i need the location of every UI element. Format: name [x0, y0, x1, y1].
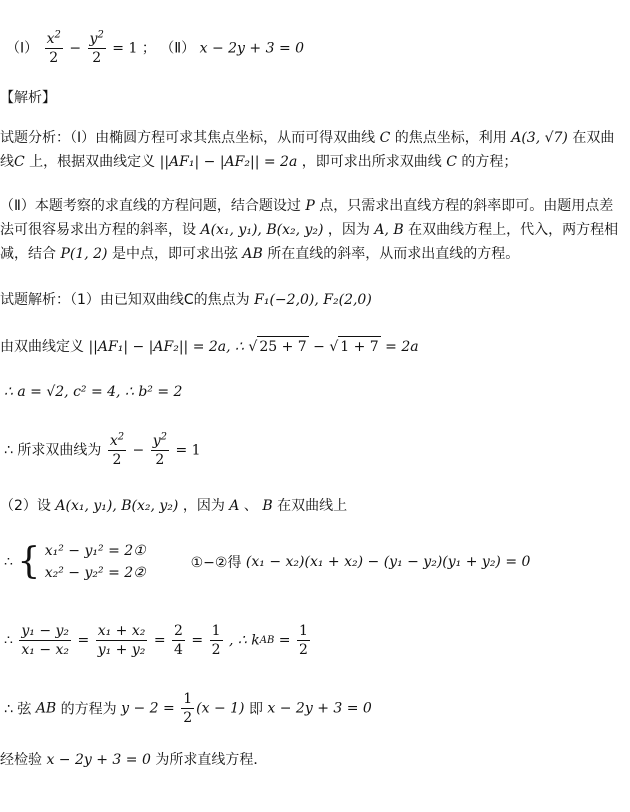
idea-line-1 — [0, 128, 614, 148]
fraction-y2-over-2: $\frac{y^2}{2}$ — [152, 431, 168, 468]
points-A-B: A(x₁, y₁), B(x₂, y₂) — [200, 222, 324, 238]
answer-part1-label: （Ⅰ） — [6, 40, 39, 57]
var-P: P — [305, 198, 315, 214]
solution-text: （2）设 — [0, 498, 51, 514]
slope-line: ∴ $\frac{\text{y₁ − y₂}}{\text{x₁ − x₂}}$ = $\frac{\text{x₁ + x₂}}{\text{y₁ + y₂}}$ = $\frac{2}{4}$ = $\frac{1}{2}$ , ∴ kAB = $\frac{1}{2}$ — [4, 623, 308, 658]
solution-line-5 — [0, 496, 347, 516]
subtract-equation: (x₁ − x₂)(x₁ + x₂) − (y₁ − y₂)(y₁ + y₂) = 0 — [245, 554, 531, 570]
slope-k: ∴ k — [237, 632, 260, 649]
brace: { — [17, 541, 41, 582]
idea-text: 的焦点坐标，利用 — [394, 130, 507, 146]
var-C: C — [379, 130, 391, 146]
solution-text: 经检验 — [0, 752, 42, 768]
hyperbola-definition: ||AF₁| − |AF₂|| = 2a — [159, 154, 298, 170]
idea-text: 法可很容易求出方程的斜率，设 — [0, 222, 196, 238]
var-AB: AB — [242, 246, 263, 262]
idea-text: 在双曲线方程上，代入，两方程相 — [408, 222, 619, 238]
var-AB: A, B — [374, 222, 404, 238]
fraction-1-2: $\frac{1}{2}$ — [298, 623, 308, 658]
definition-equation: ||AF₁| − |AF₂|| = 2a, ∴ — [88, 339, 244, 355]
idea-text: （Ⅱ）本题考察的求直线的方程问题，结合题设过 — [0, 198, 301, 214]
solution-line-4: ∴ 所求双曲线为 $\frac{x^2}{2}$ − $\frac{y^2}{2}$ = 1 — [4, 431, 201, 468]
sqrt-1-7: 1 + 7 — [338, 336, 380, 357]
equation-1: x₁² − y₁² = 2① — [44, 543, 146, 559]
idea-text: 减，结合 — [0, 246, 56, 262]
separator: 、 — [243, 498, 258, 514]
fraction-1-2: $\frac{1}{2}$ — [183, 691, 193, 726]
idea-line-4 — [0, 220, 618, 240]
values-a-c-b: ∴ a = √2, c² = 4, ∴ b² = 2 — [4, 384, 183, 400]
answer-part1-rhs: = 1 — [112, 40, 138, 57]
chord-final-eq: x − 2y + 3 = 0 — [267, 700, 372, 717]
fraction-2-4: $\frac{2}{4}$ — [174, 623, 183, 658]
solution-label: 试题解析：（1）由已知双曲线C的焦点为 — [0, 292, 250, 308]
idea-text: 的方程； — [461, 154, 518, 170]
point-P: P(1, 2) — [60, 246, 108, 262]
var-B: B — [262, 498, 273, 514]
var-AB: AB — [35, 700, 57, 717]
solution-text: 的方程为 — [60, 701, 117, 718]
fraction-1-2: $\frac{1}{2}$ — [211, 623, 221, 658]
system-of-equations: ∴ { x₁² − y₁² = 2① x₂² − y₂² = 2② ①−②得 (x₁ − x₂)(x₁ + x₂) − (y₁ − y₂)(y₁ + y₂) = 0 — [4, 541, 531, 582]
idea-line-2 — [0, 152, 517, 172]
idea-text: 上，根据双曲线定义 — [29, 154, 156, 170]
solution-line-3 — [4, 382, 182, 402]
idea-text: 在双曲 — [572, 130, 615, 146]
equation-rhs: = 2a — [380, 339, 419, 355]
check-line — [0, 750, 267, 770]
var-A: A — [229, 498, 240, 514]
solution-text: 即 — [248, 701, 263, 718]
foci: F₁(−2,0), F₂(2,0) — [254, 292, 372, 308]
solution-text: 为所求直线方程． — [155, 752, 268, 768]
answer-part2-label: （Ⅱ） — [160, 40, 196, 57]
point-A: A(3, √7) — [511, 130, 568, 146]
idea-line-3 — [0, 196, 613, 216]
fraction-y2-over-2: $\frac{y^2}{2}$ — [89, 29, 104, 66]
idea-text: 点，只需求出直线方程的斜率即可。由题用点差 — [319, 198, 614, 214]
system — [45, 540, 146, 584]
idea-line-5 — [0, 244, 519, 264]
solution-text: ∴ 弦 — [4, 701, 32, 718]
idea-text: 线 — [0, 154, 14, 170]
solution-line-2: 由双曲线定义 ||AF₁| − |AF₂|| = 2a, ∴ √ 25 + 7 − √ 1 + 7 = 2a — [0, 336, 419, 357]
solution-text: 在双曲线上 — [277, 498, 348, 514]
chord-eq-tail: (x − 1) — [196, 700, 245, 717]
idea-label: 试题分析：（Ⅰ）由椭圆方程可求其焦点坐标，从而可得双曲线 — [0, 130, 376, 146]
subtract-label: ①−②得 — [190, 555, 242, 571]
fraction-sum: $\frac{\text{x₁ + x₂}}{\text{y₁ + y₂}}$ — [97, 623, 146, 658]
fraction-x2-over-2: $\frac{x^2}{2}$ — [46, 29, 61, 66]
idea-text: ，即可求出所求双曲线 — [301, 154, 442, 170]
var-C: C — [446, 154, 457, 170]
solution-line-1 — [0, 290, 372, 310]
idea-text: ，因为 — [327, 222, 370, 238]
fraction-dy-dx: $\frac{\text{y₁ − y₂}}{\text{x₁ − x₂}}$ — [21, 623, 70, 658]
solution-text: ，因为 — [182, 498, 225, 514]
fraction-x2-over-2: $\frac{x^2}{2}$ — [109, 431, 125, 468]
minus-sign: − — [308, 339, 330, 355]
chord-line — [4, 690, 372, 727]
points-A-B: A(x₁, y₁), B(x₂, y₂) — [55, 498, 179, 514]
chord-eq-head: y − 2 = — [121, 700, 175, 717]
answer-line: （Ⅰ） $\frac{x^2}{2}$ − $\frac{y^2}{2}$ = 1 ； （Ⅱ） x − 2y + 3 = 0 — [6, 29, 305, 66]
check-equation: x − 2y + 3 = 0 — [46, 752, 151, 768]
analysis-header: 【解析】 — [0, 90, 56, 106]
answer-separator: ； — [141, 40, 156, 57]
solution-text: 由双曲线定义 — [0, 339, 84, 355]
answer-part2-eq: x − 2y + 3 = 0 — [199, 40, 305, 57]
sqrt-25-7: 25 + 7 — [257, 336, 308, 357]
var-C: C — [14, 154, 25, 170]
equation-rhs: = 1 — [175, 442, 201, 459]
solution-text: ∴ 所求双曲线为 — [4, 442, 102, 459]
equation-2: x₂² − y₂² = 2② — [44, 565, 146, 581]
idea-text: 所在直线的斜率，从而求出直线的方程。 — [267, 246, 520, 262]
idea-text: 是中点，即可求出弦 — [111, 246, 238, 262]
